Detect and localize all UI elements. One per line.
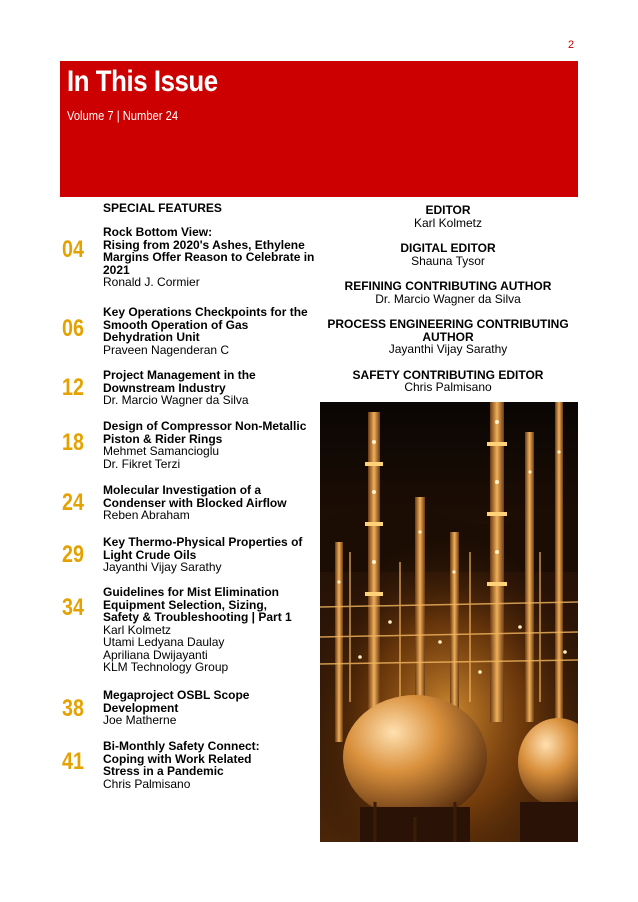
title-line: Guidelines for Mist Elimination bbox=[103, 585, 280, 599]
article-title bbox=[103, 369, 315, 394]
article-author: Chris Palmisano bbox=[103, 776, 191, 791]
article-author: Praveen Nagenderan C bbox=[103, 342, 230, 357]
staff-role: REFINING CONTRIBUTING AUTHOR bbox=[344, 279, 552, 293]
article-title bbox=[103, 420, 315, 445]
title-line: Margins Offer Reason to Celebrate in bbox=[103, 250, 315, 264]
title-line: Project Management in the bbox=[103, 368, 256, 382]
article-author: Joe Matherne bbox=[103, 713, 177, 727]
staff-role: EDITOR bbox=[425, 203, 471, 217]
title-line: Design of Compressor Non-Metallic bbox=[103, 419, 307, 433]
title-line: Development bbox=[103, 700, 179, 715]
title-line: Piston & Rider Rings bbox=[103, 431, 223, 446]
page-ref-number: 18 bbox=[62, 429, 84, 456]
title-line: Rising from 2020's Ashes, Ethylene bbox=[103, 237, 305, 252]
title-line: Key Operations Checkpoints for the bbox=[103, 305, 308, 319]
title-line: Bi-Monthly Safety Connect: bbox=[103, 739, 260, 753]
staff-masthead bbox=[318, 204, 578, 407]
article-title bbox=[103, 586, 315, 624]
article-author: Ronald J. Cormier bbox=[103, 275, 200, 289]
article-title bbox=[103, 484, 315, 509]
page-ref-number: 24 bbox=[62, 489, 84, 516]
staff-editor bbox=[318, 204, 578, 229]
banner-subtitle: Volume 7 | Number 24 bbox=[67, 108, 179, 123]
staff-digital-editor bbox=[318, 242, 578, 267]
article-title bbox=[103, 740, 315, 778]
section-heading: SPECIAL FEATURES bbox=[103, 201, 222, 215]
title-line: Stress in a Pandemic bbox=[103, 764, 224, 778]
title-line: 2021 bbox=[103, 262, 130, 277]
article-author: Mehmet Samancioglu bbox=[103, 444, 220, 458]
staff-name: Shauna Tysor bbox=[411, 253, 485, 268]
title-line: Megaproject OSBL Scope bbox=[103, 688, 250, 702]
article-author: Utami Ledyana Daulay bbox=[103, 635, 225, 649]
article-author: Dr. Marcio Wagner da Silva bbox=[103, 393, 249, 407]
title-line: Downstream Industry bbox=[103, 380, 226, 395]
staff-role: PROCESS ENGINEERING CONTRIBUTING bbox=[327, 317, 569, 331]
article-author: Karl Kolmetz bbox=[103, 622, 172, 637]
staff-safety-editor bbox=[318, 369, 578, 394]
page-ref-number: 12 bbox=[62, 374, 84, 401]
title-line: Coping with Work Related bbox=[103, 751, 252, 766]
article-author: Reben Abraham bbox=[103, 508, 190, 522]
page-ref-number: 38 bbox=[62, 695, 84, 722]
page-ref-number: 41 bbox=[62, 748, 84, 775]
staff-process-author bbox=[318, 318, 578, 356]
title-line: Molecular Investigation of a bbox=[103, 483, 262, 497]
page-ref-number: 04 bbox=[62, 236, 84, 263]
title-line: Equipment Selection, Sizing, bbox=[103, 597, 268, 612]
page-ref-number: 06 bbox=[62, 315, 84, 342]
staff-role: SAFETY CONTRIBUTING EDITOR bbox=[352, 367, 544, 382]
article-title bbox=[103, 226, 315, 276]
staff-name: Chris Palmisano bbox=[404, 380, 492, 394]
article-author: KLM Technology Group bbox=[103, 660, 229, 674]
article-author: Dr. Fikret Terzi bbox=[103, 456, 181, 471]
staff-role: AUTHOR bbox=[422, 329, 474, 344]
page-number: 2 bbox=[568, 39, 575, 51]
article-title bbox=[103, 536, 315, 561]
article-title bbox=[103, 306, 315, 344]
title-line: Condenser with Blocked Airflow bbox=[103, 495, 287, 510]
staff-name: Karl Kolmetz bbox=[413, 215, 483, 230]
title-line: Rock Bottom View: bbox=[103, 225, 213, 239]
staff-refining-author bbox=[318, 280, 578, 305]
title-line: Light Crude Oils bbox=[103, 547, 197, 562]
issue-banner bbox=[60, 61, 578, 197]
staff-name: Jayanthi Vijay Sarathy bbox=[388, 342, 508, 356]
refinery-illustration bbox=[320, 402, 578, 842]
refinery-night-photo bbox=[320, 402, 578, 842]
page-ref-number: 29 bbox=[62, 541, 84, 568]
title-line: Safety & Troubleshooting | Part 1 bbox=[103, 610, 292, 624]
article-title bbox=[103, 689, 315, 714]
title-line: Dehydration Unit bbox=[103, 330, 200, 344]
staff-role: DIGITAL EDITOR bbox=[400, 241, 496, 255]
page-ref-number: 34 bbox=[62, 594, 84, 621]
title-line: Smooth Operation of Gas bbox=[103, 317, 249, 332]
title-line: Key Thermo-Physical Properties of bbox=[103, 535, 303, 549]
banner-title: In This Issue bbox=[67, 65, 218, 98]
article-author: Apriliana Dwijayanti bbox=[103, 647, 208, 662]
article-author: Jayanthi Vijay Sarathy bbox=[103, 560, 222, 574]
staff-name: Dr. Marcio Wagner da Silva bbox=[375, 291, 521, 306]
